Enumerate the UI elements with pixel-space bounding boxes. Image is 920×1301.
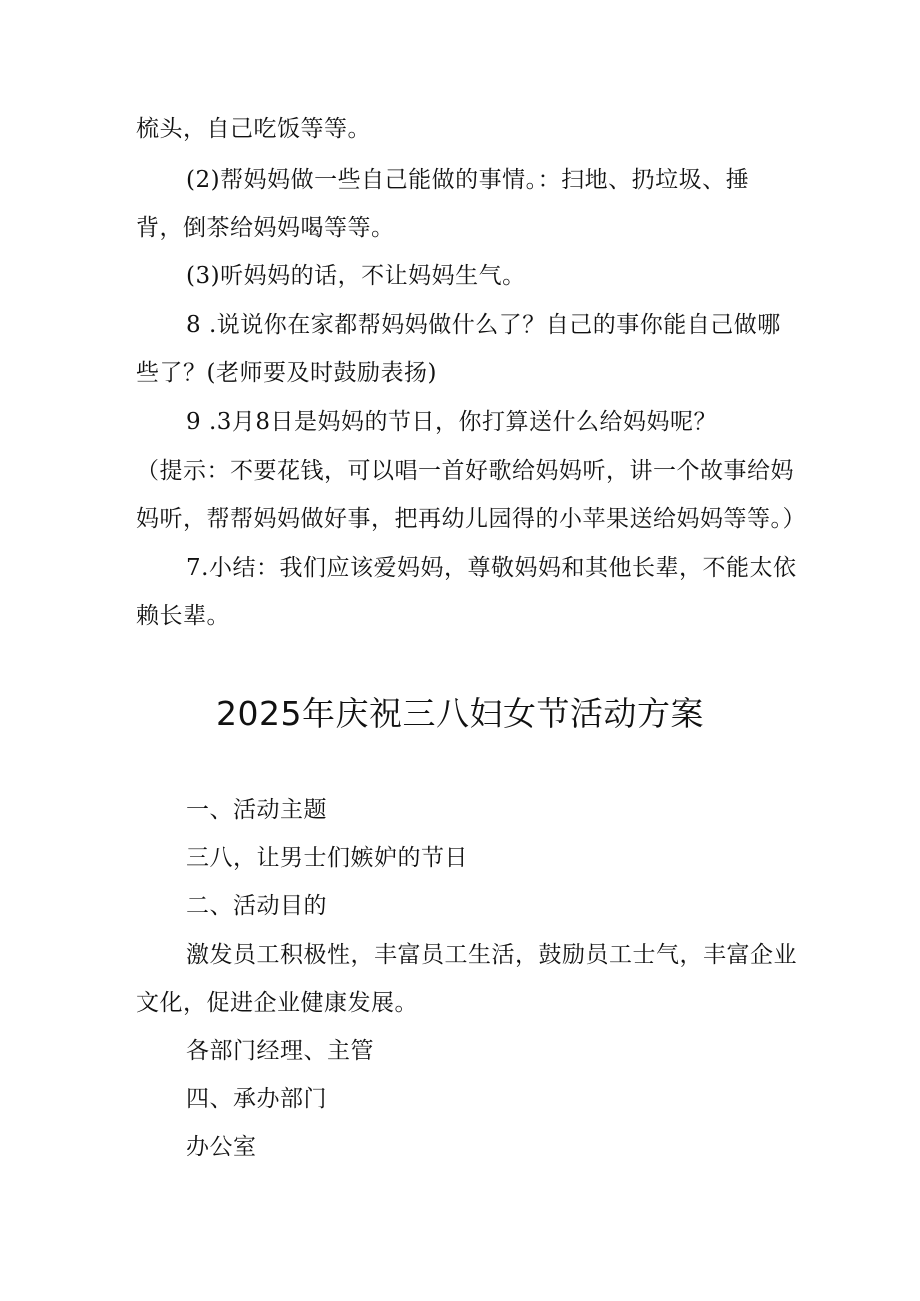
body-line: 文化，促进企业健康发展。	[136, 990, 418, 1016]
body-line: 背，倒茶给妈妈喝等等。	[136, 215, 395, 241]
section-heading: 四、承办部门	[186, 1086, 327, 1112]
section-heading: 一、活动主题	[186, 797, 327, 823]
body-line: （提示：不要花钱，可以唱一首好歌给妈妈听，讲一个故事给妈	[136, 458, 794, 484]
body-line: 三八，让男士们嫉妒的节日	[186, 845, 468, 871]
body-line: 激发员工积极性，丰富员工生活，鼓励员工士气，丰富企业	[186, 942, 797, 968]
body-line: (3)听妈妈的话，不让妈妈生气。	[186, 263, 526, 289]
body-line: 8 .说说你在家都帮妈妈做什么了？自己的事你能自己做哪	[186, 312, 781, 338]
body-line: 办公室	[186, 1134, 257, 1160]
body-line: 些了？(老师要及时鼓励表扬)	[136, 360, 437, 386]
body-line: 9 .3月8日是妈妈的节日，你打算送什么给妈妈呢？	[186, 409, 718, 435]
section-heading: 二、活动目的	[186, 893, 327, 919]
body-line: 各部门经理、主管	[186, 1038, 374, 1064]
page-title: 2025年庆祝三八妇女节活动方案	[216, 694, 704, 733]
body-line: 赖长辈。	[136, 603, 230, 629]
body-line: (2)帮妈妈做一些自己能做的事情。：扫地、扔垃圾、捶	[186, 167, 750, 193]
body-line: 梳头，自己吃饭等等。	[136, 116, 371, 142]
body-line: 妈听，帮帮妈妈做好事，把再幼儿园得的小苹果送给妈妈等等。）	[136, 506, 806, 532]
body-line: 7.小结：我们应该爱妈妈，尊敬妈妈和其他长辈，不能太依	[186, 555, 797, 581]
